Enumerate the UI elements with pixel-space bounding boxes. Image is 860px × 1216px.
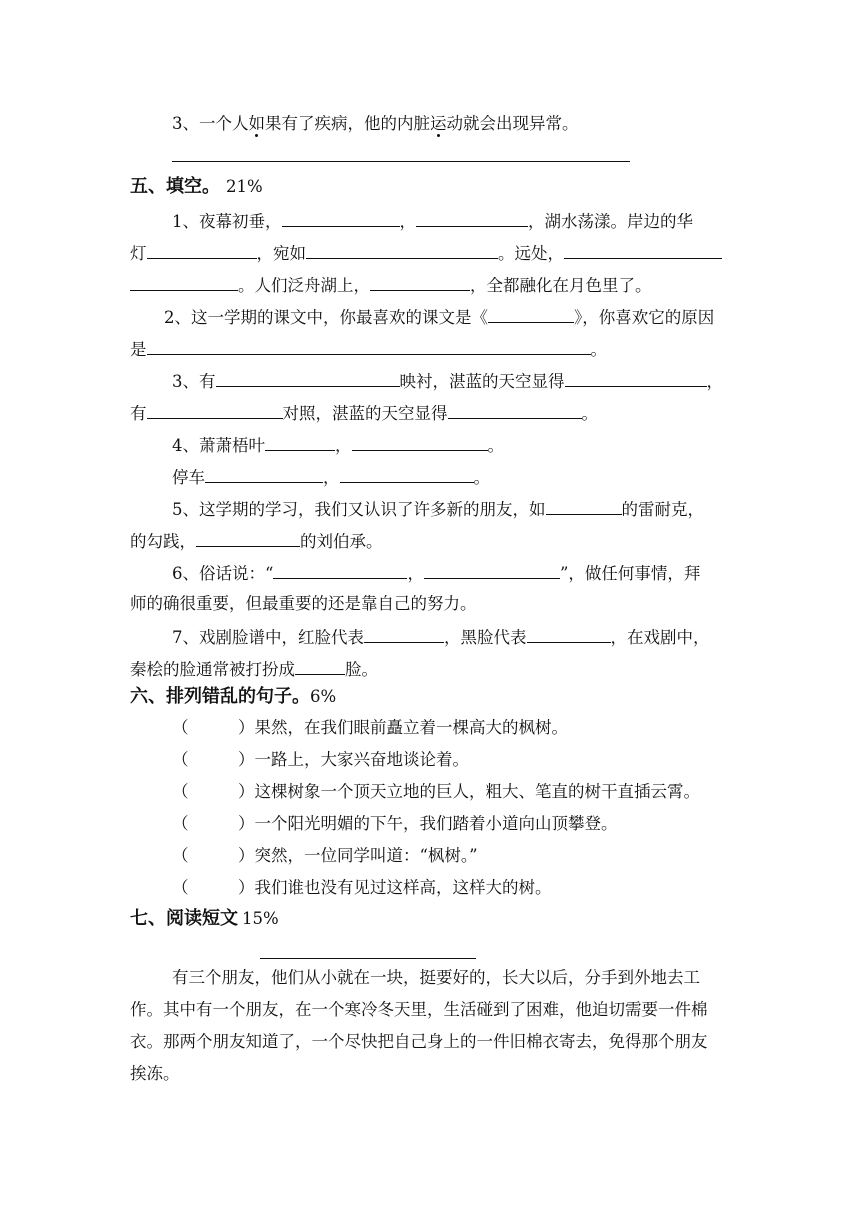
s5-q4-line1: 4、萧萧梧叶 ， 。: [172, 432, 504, 458]
s5-q3-line1: 3、有 映衬，湛蓝的天空显得 ，: [172, 368, 723, 394]
order-answer-slot[interactable]: （: [172, 814, 189, 833]
section7-heading: [130, 906, 279, 932]
s5-q2-line1: 2、这一学期的课文中，你最喜欢的课文是《 》，你喜欢它的原因: [164, 304, 714, 330]
blank[interactable]: [196, 528, 300, 547]
s5-q5-line2: 的勾践， 的刘伯承。: [130, 528, 383, 554]
answer-line[interactable]: [172, 161, 630, 162]
blank[interactable]: [130, 272, 238, 291]
blank[interactable]: [216, 368, 400, 387]
blank[interactable]: [295, 656, 345, 675]
blank[interactable]: [306, 240, 498, 259]
section5-heading: [130, 174, 263, 200]
section5-percent: 21%: [226, 177, 263, 196]
emphasis-dot-char: 如: [248, 114, 265, 133]
passage-line: 挨冻。: [130, 1064, 180, 1083]
s5-q5-line1: 5、这学期的学习，我们又认识了许多新的朋友，如 的雷耐克，: [172, 496, 704, 522]
passage-title-line[interactable]: [260, 958, 476, 959]
section6-percent: 6%: [310, 687, 337, 706]
passage-line: 作。其中有一个朋友，在一个寒冷冬天里，生活碰到了困难，他迫切需要一件棉: [130, 1000, 708, 1019]
reorder-item: （ ）这棵树象一个顶天立地的巨人，粗大、笔直的树干直插云霄。: [172, 780, 700, 804]
blank[interactable]: [265, 432, 335, 451]
s5-q7-line1: 7、戏剧脸谱中，红脸代表 ，黑脸代表 ，在戏剧中，: [172, 624, 710, 650]
s5-q6-line2: 师的确很重要，但最重要的还是靠自己的努力。: [130, 594, 477, 613]
blank[interactable]: [340, 464, 474, 483]
blank[interactable]: [527, 624, 611, 643]
passage-line: 衣。那两个朋友知道了，一个尽快把自己身上的一件旧棉衣寄去，免得那个朋友: [130, 1032, 708, 1051]
blank[interactable]: [147, 336, 591, 355]
section7-percent: 15%: [242, 909, 279, 928]
s5-q7-line2: 秦桧的脸通常被打扮成 脸。: [130, 656, 378, 682]
blank[interactable]: [488, 304, 574, 323]
blank[interactable]: [282, 208, 400, 227]
order-answer-slot[interactable]: （: [172, 750, 189, 769]
blank[interactable]: [448, 400, 582, 419]
s5-q1-line1: 1、夜幕初垂， ， ，湖水荡漾。岸边的华: [172, 208, 693, 234]
blank[interactable]: [205, 464, 323, 483]
section7-title: 七、阅读短文: [130, 908, 238, 929]
blank[interactable]: [352, 432, 488, 451]
blank[interactable]: [424, 560, 560, 579]
blank[interactable]: [416, 208, 528, 227]
section6-title: 六、排列错乱的句子。: [130, 686, 310, 707]
blank[interactable]: [564, 240, 722, 259]
blank[interactable]: [147, 400, 283, 419]
s5-q6-line1: 6、俗话说：“ ， ”，做任何事情，拜: [172, 560, 700, 586]
section5-title: 五、填空。: [130, 176, 220, 197]
emphasis-dot-char: 运: [430, 114, 447, 133]
s5-q3-line2: 有 对照，湛蓝的天空显得 。: [130, 400, 598, 426]
reorder-item: （ ）一个阳光明媚的下午，我们踏着小道向山顶攀登。: [172, 812, 618, 836]
order-answer-slot[interactable]: （: [172, 718, 189, 737]
reorder-item: （ ）我们谁也没有见过这样高，这样大的树。: [172, 876, 552, 900]
reorder-item: （ ）果然，在我们眼前矗立着一棵高大的枫树。: [172, 716, 568, 740]
s5-q1-line2: 灯 ，宛如 。远处，: [130, 240, 722, 266]
passage-line: 有三个朋友，他们从小就在一块，挺要好的，长大以后，分手到外地去工: [172, 968, 700, 987]
reorder-item: （ ）突然，一位同学叫道：“枫树。”: [172, 844, 478, 868]
reorder-item: （ ）一路上，大家兴奋地谈论着。: [172, 748, 469, 772]
blank[interactable]: [147, 240, 257, 259]
order-answer-slot[interactable]: （: [172, 878, 189, 897]
s5-q2-line2: 是 。: [130, 336, 607, 362]
blank[interactable]: [273, 560, 407, 579]
blank[interactable]: [364, 624, 444, 643]
blank[interactable]: [565, 368, 707, 387]
blank[interactable]: [546, 496, 622, 515]
blank[interactable]: [370, 272, 470, 291]
order-answer-slot[interactable]: （: [172, 846, 189, 865]
section6-heading: [130, 684, 336, 710]
s5-q4-line2: 停车 ， 。: [172, 464, 490, 490]
s5-q1-line3: 。人们泛舟湖上， ，全都融化在月色里了。: [130, 272, 652, 298]
s4-q3: 3、一个人如果有了疾病，他的内脏运动就会出现异常。: [172, 114, 579, 133]
order-answer-slot[interactable]: （: [172, 782, 189, 801]
